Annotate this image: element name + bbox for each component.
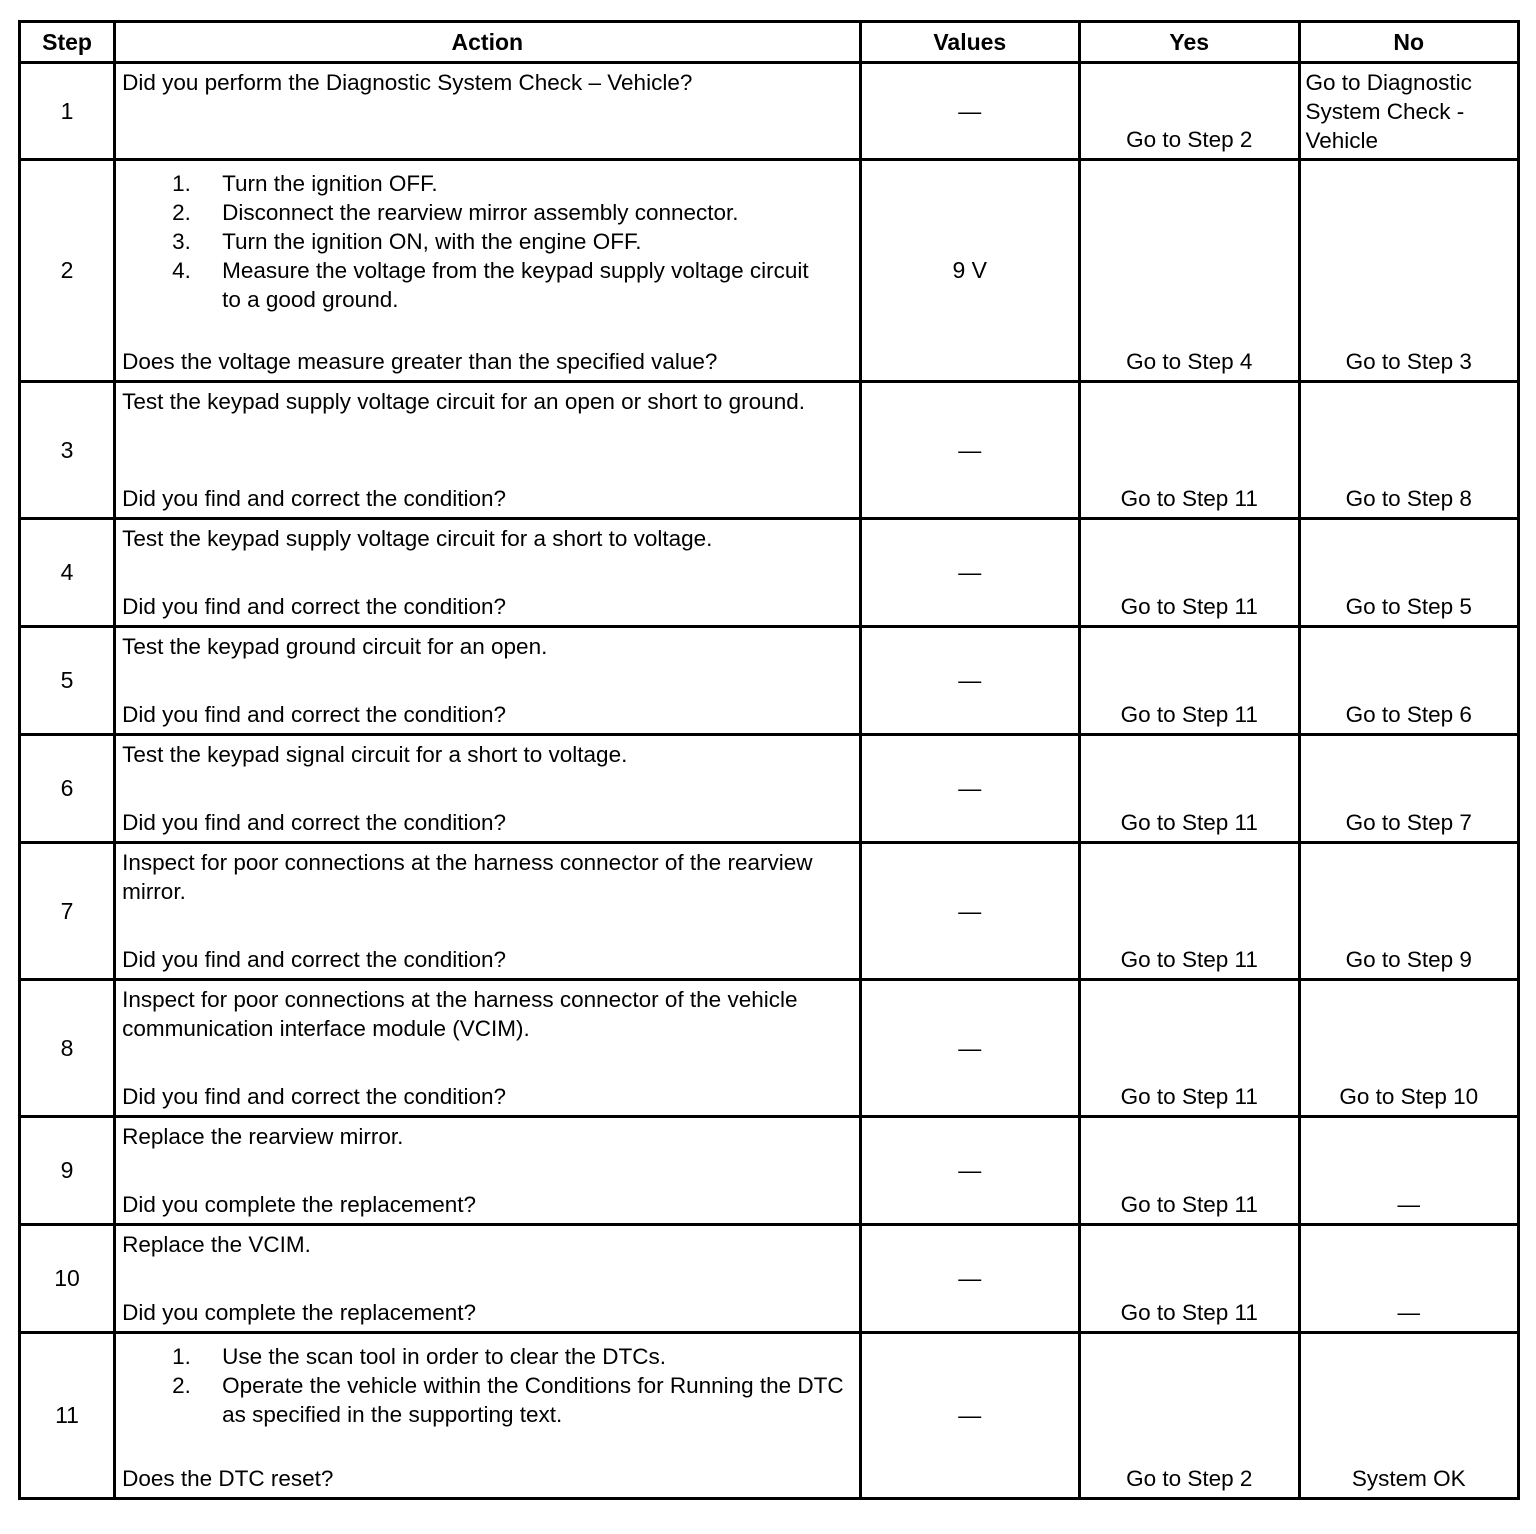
yes-cell — [1080, 627, 1299, 735]
no-cell — [1299, 382, 1519, 519]
step-number: 2 — [20, 160, 115, 382]
yes-text: Go to Step 11 — [1120, 1084, 1258, 1109]
step-number: 3 — [20, 382, 115, 519]
list-item: 2. Disconnect the rearview mirror assembly connector. — [172, 200, 739, 225]
yes-text: Go to Step 11 — [1120, 810, 1258, 835]
list-item: 4. Measure the voltage from the keypad supply voltage circuit to a good ground. — [172, 258, 809, 312]
no-text: — — [1397, 1300, 1420, 1325]
no-cell — [1299, 980, 1519, 1117]
yes-text: Go to Step 2 — [1126, 1466, 1253, 1491]
yes-cell — [1080, 1117, 1299, 1225]
table-row — [20, 63, 1519, 160]
action-text: Replace the rearview mirror. — [122, 1124, 404, 1149]
yes-cell — [1080, 980, 1299, 1117]
action-question: Did you find and correct the condition? — [122, 947, 507, 972]
value-cell: — — [860, 980, 1079, 1117]
no-text: System OK — [1351, 1466, 1466, 1491]
no-cell — [1299, 735, 1519, 843]
value-cell: — — [860, 519, 1079, 627]
step-number: 6 — [20, 735, 115, 843]
no-cell — [1299, 63, 1519, 160]
action-steps-list — [122, 1342, 852, 1429]
yes-cell — [1080, 519, 1299, 627]
no-cell — [1299, 1117, 1519, 1225]
table-row — [20, 843, 1519, 980]
table-row — [20, 980, 1519, 1117]
table-row — [20, 160, 1519, 382]
value-cell: — — [860, 1225, 1079, 1333]
action-text: Test the keypad supply voltage circuit for a short to voltage. — [122, 526, 713, 551]
step-number: 1 — [20, 63, 115, 160]
no-cell — [1299, 519, 1519, 627]
action-question: Does the DTC reset? — [122, 1466, 334, 1491]
table-row — [20, 627, 1519, 735]
step-number: 7 — [20, 843, 115, 980]
value-cell: — — [860, 63, 1079, 160]
header-action: Action — [115, 22, 860, 63]
action-cell — [115, 1225, 860, 1333]
header-no: No — [1299, 22, 1519, 63]
step-number: 11 — [20, 1333, 115, 1499]
no-cell — [1299, 627, 1519, 735]
table-row — [20, 735, 1519, 843]
value-cell: — — [860, 843, 1079, 980]
action-cell — [115, 627, 860, 735]
action-question: Did you complete the replacement? — [122, 1300, 477, 1325]
action-question: Did you find and correct the condition? — [122, 1084, 507, 1109]
table-row — [20, 1225, 1519, 1333]
action-cell — [115, 735, 860, 843]
no-text: Go to Step 8 — [1345, 486, 1472, 511]
header-yes: Yes — [1080, 22, 1299, 63]
yes-text: Go to Step 11 — [1120, 1300, 1258, 1325]
step-number: 5 — [20, 627, 115, 735]
value-cell: — — [860, 627, 1079, 735]
no-cell — [1299, 1333, 1519, 1499]
yes-cell — [1080, 63, 1299, 160]
yes-text: Go to Step 11 — [1120, 1192, 1258, 1217]
step-number: 8 — [20, 980, 115, 1117]
no-text: Go to Step 9 — [1345, 947, 1472, 972]
yes-text: Go to Step 11 — [1120, 702, 1258, 727]
action-text: Test the keypad signal circuit for a short to voltage. — [122, 742, 628, 767]
action-cell — [115, 843, 860, 980]
step-number: 9 — [20, 1117, 115, 1225]
value-cell: — — [860, 1117, 1079, 1225]
action-question: Did you complete the replacement? — [122, 1192, 477, 1217]
action-text: Inspect for poor connections at the harness connector of the rearview mirror. — [122, 850, 813, 904]
header-values: Values — [860, 22, 1079, 63]
no-text: Go to Step 10 — [1339, 1084, 1479, 1109]
action-text: Test the keypad supply voltage circuit for an open or short to ground. — [122, 389, 805, 414]
diagnostic-table — [18, 20, 1520, 1500]
action-text: Did you perform the Diagnostic System Check – Vehicle? — [122, 70, 693, 95]
yes-text: Go to Step 11 — [1120, 594, 1258, 619]
yes-text: Go to Step 4 — [1126, 349, 1253, 374]
yes-cell — [1080, 382, 1299, 519]
no-text: — — [1397, 1192, 1420, 1217]
table-row — [20, 1117, 1519, 1225]
list-item: 2. Operate the vehicle within the Conditions for Running the DTC as specified in the supporting text. — [172, 1373, 844, 1427]
value-cell: — — [860, 735, 1079, 843]
yes-cell — [1080, 1333, 1299, 1499]
no-cell — [1299, 1225, 1519, 1333]
step-number: 4 — [20, 519, 115, 627]
list-item: 1. Use the scan tool in order to clear the DTCs. — [172, 1344, 667, 1369]
no-cell — [1299, 843, 1519, 980]
action-cell — [115, 382, 860, 519]
header-step: Step — [20, 22, 115, 63]
no-text: Go to Diagnostic System Check - Vehicle — [1305, 70, 1472, 153]
action-question: Did you find and correct the condition? — [122, 486, 507, 511]
value-cell: 9 V — [860, 160, 1079, 382]
table-row — [20, 1333, 1519, 1499]
step-number: 10 — [20, 1225, 115, 1333]
action-text: Replace the VCIM. — [122, 1232, 311, 1257]
header-row — [20, 22, 1519, 63]
action-cell — [115, 980, 860, 1117]
yes-cell — [1080, 1225, 1299, 1333]
yes-cell — [1080, 735, 1299, 843]
action-steps-list — [122, 169, 852, 314]
list-item: 3. Turn the ignition ON, with the engine OFF. — [172, 229, 642, 254]
action-cell — [115, 160, 860, 382]
action-question: Did you find and correct the condition? — [122, 702, 507, 727]
action-cell — [115, 63, 860, 160]
no-text: Go to Step 3 — [1345, 349, 1472, 374]
table-row — [20, 382, 1519, 519]
action-question: Did you find and correct the condition? — [122, 594, 507, 619]
action-text: Test the keypad ground circuit for an open. — [122, 634, 548, 659]
no-text: Go to Step 7 — [1345, 810, 1472, 835]
yes-text: Go to Step 2 — [1126, 127, 1253, 152]
no-text: Go to Step 5 — [1345, 594, 1472, 619]
action-cell — [115, 1117, 860, 1225]
action-question: Does the voltage measure greater than the specified value? — [122, 349, 718, 374]
action-question: Did you find and correct the condition? — [122, 810, 507, 835]
no-cell — [1299, 160, 1519, 382]
table-row — [20, 519, 1519, 627]
action-cell — [115, 1333, 860, 1499]
list-item: 1. Turn the ignition OFF. — [172, 171, 438, 196]
action-text: Inspect for poor connections at the harness connector of the vehicle communication interface module (VCIM). — [122, 987, 798, 1041]
yes-cell — [1080, 843, 1299, 980]
yes-text: Go to Step 11 — [1120, 486, 1258, 511]
yes-cell — [1080, 160, 1299, 382]
value-cell: — — [860, 1333, 1079, 1499]
action-cell — [115, 519, 860, 627]
no-text: Go to Step 6 — [1345, 702, 1472, 727]
yes-text: Go to Step 11 — [1120, 947, 1258, 972]
value-cell: — — [860, 382, 1079, 519]
